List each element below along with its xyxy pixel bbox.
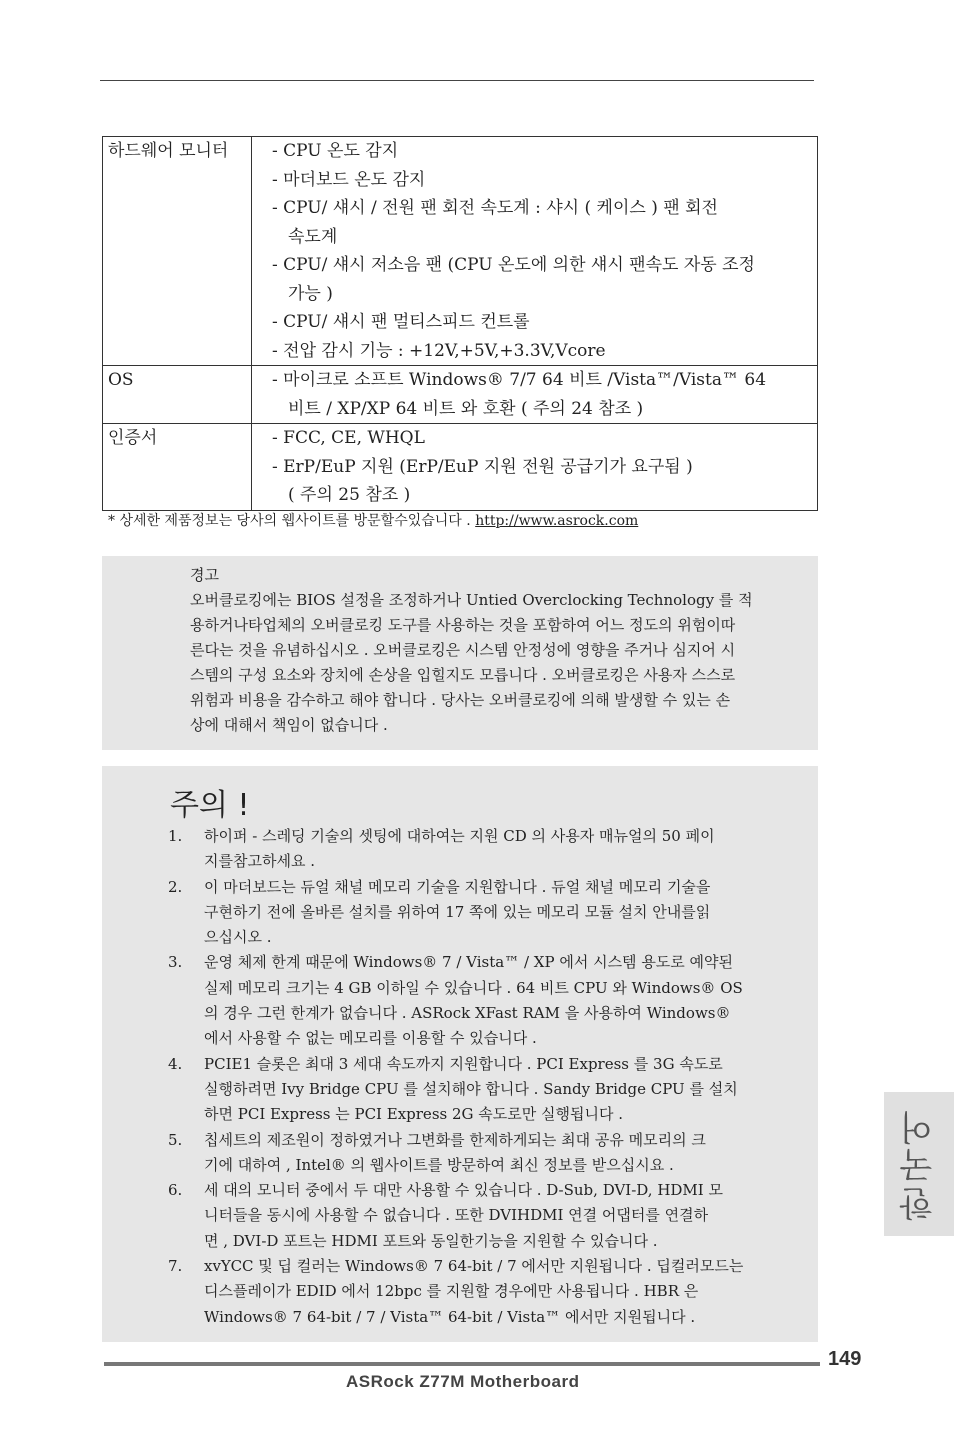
- warning-title: 경고: [190, 566, 219, 584]
- spec-line: - 전압 감시 기능 : +12V,+5V,+3.3V,Vcore: [272, 340, 606, 361]
- note-line: 세 대의 모니터 중에서 두 대만 사용할 수 있습니다 . D-Sub, DVI-D, HDMI 모: [204, 1181, 723, 1200]
- note-line: 기에 대하여 , Intel® 의 웹사이트를 방문하여 최신 정보를 받으십시요 .: [204, 1155, 674, 1174]
- note-number: 2.: [168, 877, 183, 896]
- spec-line: 가능 ): [288, 283, 333, 304]
- note-number: 6.: [168, 1181, 183, 1200]
- spec-value: [252, 137, 818, 366]
- language-tab-label: 한국어: [899, 1107, 940, 1221]
- note-line: 에서 사용할 수 없는 메모리를 이용할 수 있습니다 .: [204, 1029, 537, 1048]
- spec-line: - ErP/EuP 지원 (ErP/EuP 지원 전원 공급기가 요구됨 ): [272, 456, 693, 477]
- note-line: 운영 체제 한계 때문에 Windows® 7 / Vista™ / XP 에서 시스템 용도로 예약된: [204, 953, 734, 972]
- note-line: 실제 메모리 크기는 4 GB 이하일 수 있습니다 . 64 비트 CPU 와 Windows® OS: [204, 978, 743, 997]
- footnote-text: * 상세한 제품정보는 당사의 웹사이트를 방문할수있습니다 .: [108, 513, 476, 529]
- warning-line: 상에 대해서 책임이 없습니다 .: [190, 716, 388, 734]
- warning-line: 위험과 비용을 감수하고 해야 합니다 . 당사는 오버클로킹에 의해 발생할 수 있는 손: [190, 691, 731, 709]
- warning-line: 스템의 구성 요소와 장치에 손상을 입힐지도 모릅니다 . 오버클로킹은 사용자 스스로: [190, 666, 736, 684]
- spec-row: [103, 366, 818, 424]
- note-item: [168, 824, 788, 875]
- spec-line: - CPU/ 섀시 저소음 팬 (CPU 온도에 의한 섀시 팬속도 자동 조정: [272, 255, 755, 275]
- note-item: [168, 1178, 788, 1254]
- note-line: 이 마더보드는 듀얼 채널 메모리 기술을 지원합니다 . 듀얼 채널 메모리 기술을: [204, 877, 711, 896]
- note-line: 으십시오 .: [204, 928, 272, 947]
- spec-table: [102, 136, 818, 511]
- footnote: [108, 510, 638, 530]
- note-line: xvYCC 및 딥 컬러는 Windows® 7 64-bit / 7 에서만 지원됩니다 . 딥컬러모드는: [204, 1257, 744, 1276]
- spec-line: - CPU/ 섀시 / 전원 팬 회전 속도계 : 샤시 ( 케이스 ) 팬 회전: [272, 198, 718, 218]
- warning-line: 용하거나타업체의 오버클로킹 도구를 사용하는 것을 포함하여 어느 정도의 위험이따: [190, 616, 736, 634]
- note-item: [168, 950, 788, 1051]
- asrock-website-link[interactable]: http://www.asrock.com: [475, 513, 639, 529]
- spec-line: - FCC, CE, WHQL: [272, 428, 425, 448]
- warning-body: [190, 588, 816, 738]
- note-line: 의 경우 그런 한계가 없습니다 . ASRock XFast RAM 을 사용하여 Windows®: [204, 1004, 731, 1023]
- note-number: 1.: [168, 827, 183, 845]
- note-line: 디스플레이가 EDID 에서 12bpc 를 지원할 경우에만 사용됩니다 . HBR 은: [204, 1282, 699, 1301]
- note-line: 실행하려면 Ivy Bridge CPU 를 설치해야 합니다 . Sandy Bridge CPU 를 설치: [204, 1079, 738, 1098]
- note-line: Windows® 7 64-bit / 7 / Vista™ 64-bit / Vista™ 에서만 지원됩니다 .: [204, 1307, 696, 1326]
- language-tab: [884, 1092, 954, 1236]
- note-item: [168, 875, 788, 951]
- note-line: 하이퍼 - 스레딩 기술의 셋팅에 대하여는 지원 CD 의 사용자 매뉴얼의 50 페이: [204, 827, 715, 845]
- spec-line: - 마더보드 온도 감지: [272, 169, 426, 190]
- note-number: 7.: [168, 1257, 183, 1276]
- note-line: 구현하기 전에 올바른 설치를 위하여 17 쪽에 있는 메모리 모듈 설치 안내를읽: [204, 902, 711, 921]
- note-line: 면 , DVI-D 포트는 HDMI 포트와 동일한기능을 지원할 수 있습니다 .: [204, 1231, 658, 1250]
- spec-value: [252, 366, 818, 424]
- spec-label: 하드웨어 모니터: [103, 137, 252, 366]
- spec-line: - CPU/ 섀시 팬 멀티스피드 컨트롤: [272, 312, 530, 332]
- footer-brand: ASRock Z77M Motherboard: [346, 1372, 580, 1391]
- top-rule: [100, 80, 814, 81]
- spec-value: [252, 424, 818, 511]
- note-number: 5.: [168, 1130, 183, 1149]
- notes-box: [102, 766, 818, 1342]
- note-item: [168, 1128, 788, 1179]
- spec-line: 속도계: [288, 226, 338, 247]
- warning-line: 른다는 것을 유념하십시오 . 오버클로킹은 시스템 안정성에 영향을 주거나 심지어 시: [190, 641, 736, 659]
- warning-box: [102, 556, 818, 750]
- note-item: [168, 1254, 788, 1330]
- note-line: 지를참고하세요 .: [204, 852, 315, 871]
- spec-row: [103, 137, 818, 366]
- spec-label: OS: [103, 366, 252, 424]
- note-line: 하면 PCI Express 는 PCI Express 2G 속도로만 실행됩니다 .: [204, 1105, 623, 1124]
- warning-line: 오버클로킹에는 BIOS 설정을 조정하거나 Untied Overclocking Technology 를 적: [190, 591, 753, 609]
- bottom-rule: [104, 1362, 820, 1366]
- note-line: PCIE1 슬롯은 최대 3 세대 속도까지 지원합니다 . PCI Express 를 3G 속도로: [204, 1054, 723, 1073]
- spec-line: - CPU 온도 감지: [272, 141, 399, 161]
- note-number: 4.: [168, 1054, 183, 1073]
- spec-line: ( 주의 25 참조 ): [288, 485, 411, 505]
- notes-title: 주의 !: [170, 788, 250, 823]
- note-number: 3.: [168, 953, 183, 972]
- note-item: [168, 1052, 788, 1128]
- spec-row: [103, 424, 818, 511]
- spec-line: - 마이크로 소프트 Windows® 7/7 64 비트 /Vista™/Vista™ 64: [272, 370, 767, 390]
- notes-list: [168, 824, 788, 1330]
- note-line: 칩세트의 제조원이 정하였거나 그변화를 한제하게되는 최대 공유 메모리의 크: [204, 1130, 706, 1149]
- note-line: 니터들을 동시에 사용할 수 없습니다 . 또한 DVIHDMI 연결 어댑터를 연결하: [204, 1206, 709, 1225]
- spec-label: 인증서: [103, 424, 252, 511]
- page-number: 149: [828, 1348, 862, 1370]
- spec-line: 비트 / XP/XP 64 비트 와 호환 ( 주의 24 참조 ): [288, 398, 644, 419]
